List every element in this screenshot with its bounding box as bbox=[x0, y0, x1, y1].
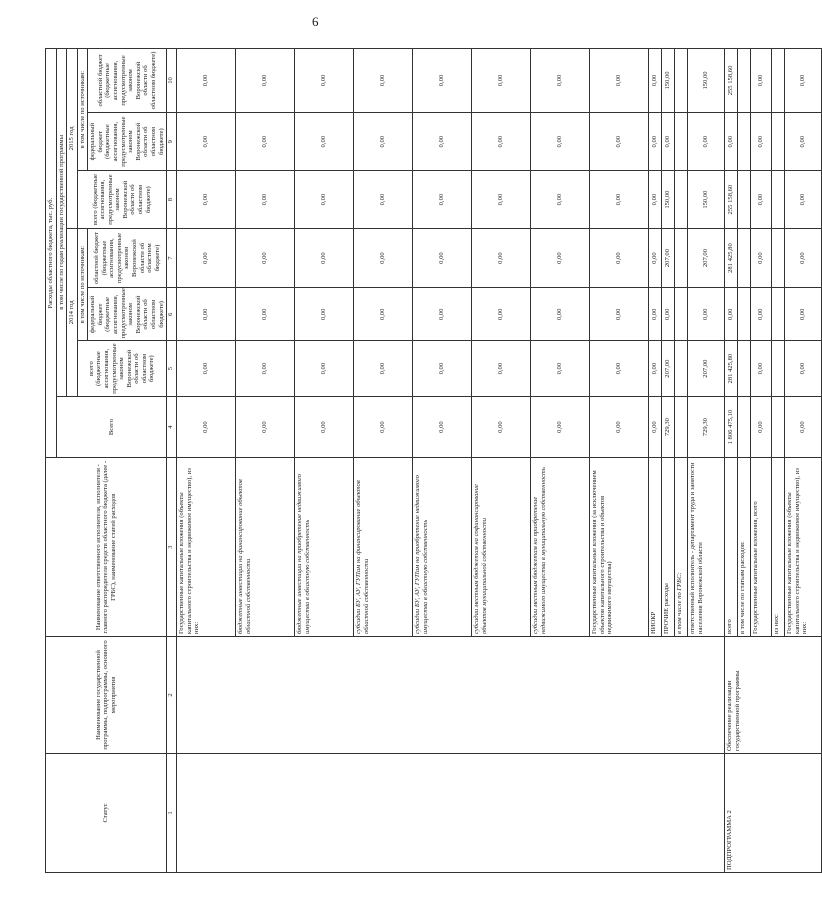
value-cell: 0,00 bbox=[236, 288, 295, 341]
value-cell bbox=[675, 171, 688, 228]
header-total: Всего bbox=[56, 396, 167, 458]
value-cell: 0,00 bbox=[236, 112, 295, 170]
value-cell: 0,00 bbox=[785, 171, 822, 228]
value-cell bbox=[738, 171, 751, 228]
header-executor: Наименование ответственного исполнителя, исполнителя - главного распорядителя средств областного бюджета (далее - ГРБС), наименование статей расходов bbox=[46, 458, 167, 637]
value-cell bbox=[675, 341, 688, 396]
header-year-2015: 2015 год bbox=[67, 49, 78, 229]
value-cell: 0,00 bbox=[688, 112, 725, 170]
header-year-2014: 2014 год bbox=[67, 228, 78, 396]
value-cell: 0,00 bbox=[751, 112, 772, 170]
value-cell: 0,00 bbox=[649, 396, 662, 458]
col-index: 3 bbox=[167, 458, 177, 637]
value-cell: 0,00 bbox=[531, 49, 590, 113]
value-cell: 0,00 bbox=[590, 396, 649, 458]
value-cell: 255 158,60 bbox=[725, 171, 738, 228]
value-cell bbox=[738, 228, 751, 288]
expense-item-cell: субсидии БУ, АУ, ГУПам на приобретение недвижимого имущества в областную собственность bbox=[413, 458, 472, 637]
value-cell: 207,00 bbox=[662, 228, 675, 288]
value-cell: 0,00 bbox=[472, 49, 531, 113]
header-federal-2014: федеральный бюджет (бюджетные ассигнования, предусмотренные законом Воронежской области об областном бюджете) bbox=[88, 288, 167, 341]
expense-item-cell: Государственные капитальные вложения (объекты капитального строительства и недвижимое имущество), из них: bbox=[177, 458, 236, 637]
expense-item-cell: ПРОЧИЕ расходы bbox=[662, 458, 675, 637]
value-cell: 0,00 bbox=[236, 171, 295, 228]
value-cell: 0,00 bbox=[590, 112, 649, 170]
table-row bbox=[725, 49, 738, 873]
value-cell: 0,00 bbox=[295, 228, 354, 288]
value-cell: 0,00 bbox=[177, 396, 236, 458]
expense-item-cell: в том числе по ГРБС: bbox=[675, 458, 688, 637]
value-cell: 0,00 bbox=[531, 112, 590, 170]
value-cell: 0,00 bbox=[590, 171, 649, 228]
value-cell: 0,00 bbox=[662, 288, 675, 341]
value-cell bbox=[738, 49, 751, 113]
value-cell: 207,00 bbox=[688, 228, 725, 288]
value-cell: 0,00 bbox=[785, 396, 822, 458]
value-cell: 0,00 bbox=[236, 49, 295, 113]
header-regional-2015: областной бюджет (бюджетные ассигнования, предусмотренные законом Воронежской области об областном бюджете) bbox=[88, 49, 167, 113]
value-cell bbox=[738, 341, 751, 396]
value-cell bbox=[772, 112, 785, 170]
value-cell: 0,00 bbox=[531, 288, 590, 341]
value-cell: 0,00 bbox=[725, 288, 738, 341]
value-cell: 0,00 bbox=[413, 396, 472, 458]
value-cell: 150,00 bbox=[662, 171, 675, 228]
value-cell: 0,00 bbox=[413, 288, 472, 341]
value-cell: 0,00 bbox=[662, 112, 675, 170]
value-cell: 0,00 bbox=[354, 112, 413, 170]
header-federal-2015: федеральный бюджет (бюджетные ассигнования, предусмотренные законом Воронежской области об областном бюджете) bbox=[88, 112, 167, 170]
expense-item-cell: НИОКР bbox=[649, 458, 662, 637]
value-cell: 0,00 bbox=[531, 341, 590, 396]
value-cell: 729,30 bbox=[688, 396, 725, 458]
value-cell bbox=[772, 341, 785, 396]
col-index: 8 bbox=[167, 171, 177, 228]
header-total-budget-2014: всего (бюджетные ассигнования, предусмотренные законом Воронежской области об областном бюджете) bbox=[77, 341, 166, 396]
header-expenses-title: Расходы областного бюджета, тыс. руб. bbox=[46, 49, 57, 458]
col-index: 2 bbox=[167, 637, 177, 754]
value-cell: 0,00 bbox=[177, 288, 236, 341]
header-by-years: в том числе по годам реализации государственной программы bbox=[56, 49, 67, 397]
rotated-table-container bbox=[45, 48, 809, 873]
value-cell: 0,00 bbox=[785, 288, 822, 341]
header-total-budget-2015: всего (бюджетные ассигнования, предусмотренные законом Воронежской области об областном бюджете) bbox=[77, 171, 166, 228]
value-cell: 0,00 bbox=[295, 49, 354, 113]
value-cell bbox=[675, 288, 688, 341]
value-cell: 0,00 bbox=[472, 341, 531, 396]
value-cell: 0,00 bbox=[177, 49, 236, 113]
value-cell: 0,00 bbox=[590, 288, 649, 341]
table-body bbox=[177, 49, 822, 873]
value-cell: 0,00 bbox=[472, 288, 531, 341]
col-index: 9 bbox=[167, 112, 177, 170]
value-cell bbox=[772, 396, 785, 458]
col-index: 10 bbox=[167, 49, 177, 113]
value-cell: 0,00 bbox=[295, 171, 354, 228]
col-index: 1 bbox=[167, 753, 177, 872]
value-cell: 0,00 bbox=[751, 49, 772, 113]
value-cell bbox=[675, 49, 688, 113]
value-cell: 0,00 bbox=[236, 341, 295, 396]
expense-item-cell: из них: bbox=[772, 458, 785, 637]
value-cell: 0,00 bbox=[354, 171, 413, 228]
column-index-row bbox=[167, 49, 177, 873]
value-cell: 281 425,80 bbox=[725, 341, 738, 396]
value-cell: 255 158,60 bbox=[725, 49, 738, 113]
value-cell: 0,00 bbox=[177, 171, 236, 228]
value-cell: 0,00 bbox=[354, 341, 413, 396]
value-cell: 0,00 bbox=[590, 49, 649, 113]
value-cell bbox=[675, 396, 688, 458]
value-cell: 150,00 bbox=[662, 49, 675, 113]
col-index: 4 bbox=[167, 396, 177, 458]
expense-item-cell: Государственные капитальные вложения (за исключением объектов капитального строительства и объектов недвижимого имущества) bbox=[590, 458, 649, 637]
value-cell: 0,00 bbox=[295, 288, 354, 341]
value-cell: 207,00 bbox=[662, 341, 675, 396]
header-program: Наименование государственной программы, подпрограммы, основного мероприятия bbox=[46, 637, 167, 754]
col-index: 6 bbox=[167, 288, 177, 341]
value-cell bbox=[772, 171, 785, 228]
value-cell: 0,00 bbox=[236, 396, 295, 458]
value-cell: 0,00 bbox=[413, 112, 472, 170]
expense-item-cell: субсидии местным бюджетам на софинансирование объектов муниципальной собственности bbox=[472, 458, 531, 637]
value-cell: 0,00 bbox=[354, 49, 413, 113]
value-cell: 729,30 bbox=[662, 396, 675, 458]
value-cell: 0,00 bbox=[472, 171, 531, 228]
value-cell: 0,00 bbox=[295, 396, 354, 458]
value-cell: 0,00 bbox=[177, 341, 236, 396]
expense-item-cell: субсидии местным бюджетам на приобретение недвижимого имущества в муниципальную собственность bbox=[531, 458, 590, 637]
col-index: 7 bbox=[167, 228, 177, 288]
header-sources-2015: в том числе по источникам: bbox=[77, 49, 88, 171]
value-cell: 0,00 bbox=[649, 112, 662, 170]
value-cell bbox=[675, 228, 688, 288]
value-cell: 0,00 bbox=[649, 49, 662, 113]
page-number: 6 bbox=[312, 14, 319, 29]
value-cell: 0,00 bbox=[472, 396, 531, 458]
expense-item-cell: субсидии БУ, АУ, ГУПам на финансирование объектов областной собственности bbox=[354, 458, 413, 637]
value-cell: 0,00 bbox=[354, 288, 413, 341]
value-cell: 0,00 bbox=[751, 171, 772, 228]
value-cell bbox=[772, 49, 785, 113]
value-cell: 0,00 bbox=[649, 228, 662, 288]
value-cell: 0,00 bbox=[354, 396, 413, 458]
value-cell: 0,00 bbox=[649, 341, 662, 396]
value-cell bbox=[675, 112, 688, 170]
value-cell: 0,00 bbox=[751, 396, 772, 458]
value-cell: 0,00 bbox=[354, 228, 413, 288]
table-header bbox=[46, 49, 177, 873]
value-cell: 0,00 bbox=[785, 228, 822, 288]
value-cell: 0,00 bbox=[688, 288, 725, 341]
value-cell: 0,00 bbox=[236, 228, 295, 288]
value-cell: 0,00 bbox=[472, 112, 531, 170]
value-cell: 0,00 bbox=[590, 341, 649, 396]
value-cell bbox=[772, 228, 785, 288]
value-cell: 0,00 bbox=[295, 341, 354, 396]
status-cell: ПОДПРОГРАММА 2 bbox=[725, 753, 822, 872]
value-cell: 0,00 bbox=[649, 288, 662, 341]
value-cell: 207,00 bbox=[688, 341, 725, 396]
value-cell: 0,00 bbox=[590, 228, 649, 288]
value-cell: 0,00 bbox=[785, 49, 822, 113]
budget-table bbox=[45, 48, 822, 873]
value-cell: 0,00 bbox=[649, 171, 662, 228]
value-cell: 0,00 bbox=[413, 228, 472, 288]
expense-item-cell: в том числе по статьям расходов: bbox=[738, 458, 751, 637]
header-sources-2014: в том числе по источникам: bbox=[77, 228, 88, 341]
rotated-sheet bbox=[45, 48, 809, 873]
value-cell: 0,00 bbox=[785, 112, 822, 170]
expense-item-cell: всего bbox=[725, 458, 738, 637]
value-cell: 0,00 bbox=[785, 341, 822, 396]
value-cell bbox=[738, 396, 751, 458]
status-cell bbox=[177, 753, 725, 872]
value-cell: 0,00 bbox=[413, 341, 472, 396]
expense-item-cell: Государственные капитальные вложения, всего bbox=[751, 458, 772, 637]
header-status: Статус bbox=[46, 753, 167, 872]
table-row bbox=[177, 49, 236, 873]
value-cell: 0,00 bbox=[751, 288, 772, 341]
value-cell: 0,00 bbox=[472, 228, 531, 288]
program-cell bbox=[177, 637, 725, 754]
value-cell: 0,00 bbox=[413, 171, 472, 228]
col-index: 5 bbox=[167, 341, 177, 396]
value-cell: 281 425,80 bbox=[725, 228, 738, 288]
expense-item-cell: ответственный исполнитель - департамент труда и занятости населения Воронежской области bbox=[688, 458, 725, 637]
value-cell: 150,00 bbox=[688, 171, 725, 228]
value-cell: 0,00 bbox=[531, 171, 590, 228]
value-cell: 1 806 475,10 bbox=[725, 396, 738, 458]
expense-item-cell: Государственные капитальные вложения (объекты капитального строительства и недвижимое имущество), из них: bbox=[785, 458, 822, 637]
value-cell: 0,00 bbox=[751, 341, 772, 396]
value-cell bbox=[738, 112, 751, 170]
value-cell: 0,00 bbox=[531, 228, 590, 288]
value-cell: 150,00 bbox=[688, 49, 725, 113]
value-cell: 0,00 bbox=[177, 112, 236, 170]
program-cell: Обеспечение реализации государственной программы bbox=[725, 637, 822, 754]
value-cell: 0,00 bbox=[531, 396, 590, 458]
expense-item-cell: бюджетные инвестиции на финансирование объектов областной собственности bbox=[236, 458, 295, 637]
value-cell: 0,00 bbox=[725, 112, 738, 170]
value-cell: 0,00 bbox=[295, 112, 354, 170]
value-cell bbox=[738, 288, 751, 341]
header-regional-2014: областной бюджет (бюджетные ассигнования, предусмотренные законом Воронежской области об областном бюджете) bbox=[88, 228, 167, 288]
value-cell bbox=[772, 288, 785, 341]
value-cell: 0,00 bbox=[751, 228, 772, 288]
expense-item-cell: бюджетные инвестиции на приобретение недвижимого имущества в областную собственность bbox=[295, 458, 354, 637]
value-cell: 0,00 bbox=[413, 49, 472, 113]
value-cell: 0,00 bbox=[177, 228, 236, 288]
